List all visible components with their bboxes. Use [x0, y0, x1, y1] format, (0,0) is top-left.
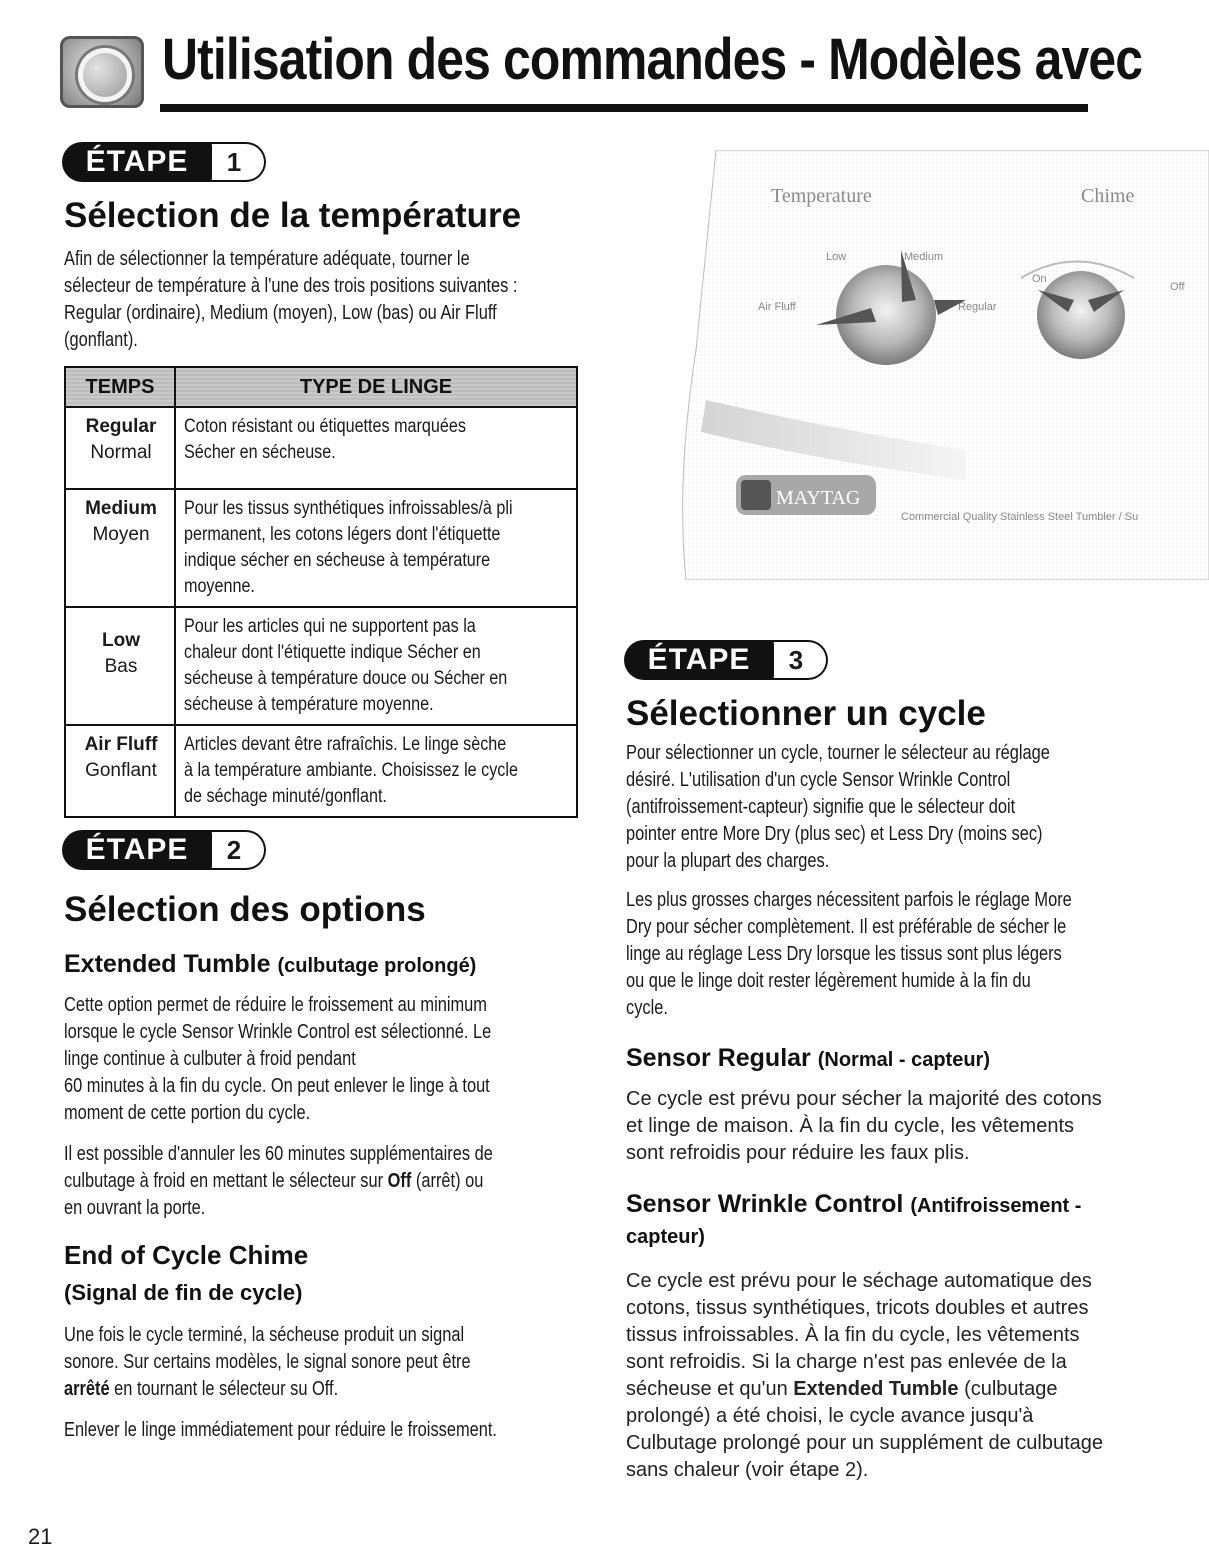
- temp-cell: [65, 725, 175, 817]
- fabric-cell: [175, 725, 577, 817]
- step-3-text: [626, 740, 1209, 1022]
- text-run: en tournant le sélecteur su Off.: [114, 1378, 339, 1400]
- para-line: prolongé) a été choisi, le cycle avance jusqu'à: [626, 1405, 1034, 1427]
- para-line: Culbutage prolongé pour un supplément de culbutage: [626, 1432, 1104, 1454]
- temperature-table: [64, 366, 578, 818]
- step-number: 1: [194, 142, 266, 182]
- page-title: Utilisation des commandes - Modèles avec: [162, 27, 1143, 92]
- chime-heading: End of Cycle Chime: [64, 1240, 309, 1270]
- fabric-line: Pour les tissus synthétiques infroissables/à pli: [184, 498, 513, 519]
- fabric-cell: [175, 407, 577, 489]
- temp-sub: Bas: [104, 656, 138, 677]
- sensor-regular-text: [626, 1086, 1186, 1167]
- wrinkle-title-sub: (Antifroissement -: [910, 1195, 1082, 1217]
- temp-name: Regular: [85, 416, 157, 437]
- panel-low-label: Low: [826, 251, 847, 263]
- panel-tagline: Commercial Quality Stainless Steel Tumbler / Su: [901, 511, 1139, 523]
- chime-text: [64, 1322, 684, 1444]
- panel-off-label: Off: [1170, 281, 1185, 293]
- intro-line: sélecteur de température à l'une des trois positions suivantes :: [64, 275, 518, 297]
- para-line: Ce cycle est prévu pour le séchage automatique des: [626, 1270, 1092, 1292]
- para-line: Pour sélectionner un cycle, tourner le sélecteur au réglage: [626, 742, 1050, 764]
- extended-tumble-bold: Extended Tumble: [793, 1378, 959, 1400]
- para-line: pour la plupart des charges.: [626, 850, 830, 872]
- panel-temperature-label: Temperature: [771, 185, 872, 207]
- para-line: linge continue à culbuter à froid pendant: [64, 1048, 356, 1070]
- step-1-intro: [64, 246, 704, 354]
- fabric-line: indique sécher en sécheuse à température: [184, 550, 491, 571]
- para-line: ou que le linge doit rester légèrement humide à la fin du: [626, 970, 1031, 992]
- text-run: culbutage à froid en mettant le sélecteur sur: [64, 1170, 384, 1192]
- temp-sub: Moyen: [92, 524, 150, 545]
- fabric-line: sécheuse à température moyenne.: [184, 694, 434, 715]
- off-bold: Off: [387, 1170, 412, 1192]
- panel-on-label: On: [1032, 273, 1047, 285]
- temp-cell: [65, 607, 175, 725]
- para-line: sont refroidis pour réduire les faux plis.: [626, 1142, 970, 1164]
- intro-line: Regular (ordinaire), Medium (moyen), Low (bas) ou Air Fluff: [64, 302, 497, 324]
- step-number: 3: [756, 640, 828, 680]
- para-line: Cette option permet de réduire le froissement au minimum: [64, 994, 487, 1016]
- panel-brand: MAYTAG: [776, 487, 861, 509]
- sensor-wrinkle-text: [626, 1268, 1186, 1484]
- col-header-temps: TEMPS: [65, 367, 175, 407]
- maytag-logo-icon: [741, 480, 771, 510]
- regular-title-sub: (Normal - capteur): [817, 1049, 990, 1071]
- dial-icon: [60, 36, 144, 108]
- extended-title-sub: (culbutage prolongé): [277, 955, 477, 977]
- step-3-heading: Sélectionner un cycle: [626, 694, 986, 733]
- stop-bold: arrêté: [64, 1378, 110, 1400]
- fabric-line: chaleur dont l'étiquette indique Sécher en: [184, 642, 481, 663]
- para-line: Ce cycle est prévu pour sécher la majorité des cotons: [626, 1088, 1102, 1110]
- para-line: et linge de maison. À la fin du cycle, les vêtements: [626, 1115, 1075, 1137]
- text-run: sécheuse et qu'un: [626, 1378, 788, 1400]
- step-3-badge: [624, 640, 834, 680]
- para-line: désiré. L'utilisation d'un cycle Sensor Wrinkle Control: [626, 769, 1011, 791]
- temp-name: Air Fluff: [84, 734, 158, 755]
- para-line: sonore. Sur certains modèles, le signal sonore peut être: [64, 1351, 471, 1373]
- para-line: [64, 1376, 572, 1403]
- text-run: (culbutage: [964, 1378, 1058, 1400]
- fabric-line: Pour les articles qui ne supportent pas la: [184, 616, 476, 637]
- para-line: lorsque le cycle Sensor Wrinkle Control est sélectionné. Le: [64, 1021, 492, 1043]
- para-line: Une fois le cycle terminé, la sécheuse produit un signal: [64, 1324, 465, 1346]
- intro-line: Afin de sélectionner la température adéquate, tourner le: [64, 248, 470, 270]
- para-line: cotons, tissus synthétiques, tricots doubles et autres: [626, 1297, 1089, 1319]
- panel-chime-label: Chime: [1081, 185, 1135, 207]
- fabric-line: Articles devant être rafraîchis. Le linge sèche: [184, 734, 507, 755]
- sensor-regular-heading: [626, 1044, 990, 1073]
- temp-sub: Normal: [90, 442, 152, 463]
- table-row: [65, 607, 577, 725]
- step-2-badge: [62, 830, 272, 870]
- fabric-line: Sécher en sécheuse.: [184, 442, 336, 463]
- title-rule: [160, 104, 1088, 112]
- fabric-line: permanent, les cotons légers dont l'étiquette: [184, 524, 501, 545]
- panel-airfluff-label: Air Fluff: [758, 301, 796, 313]
- table-row: [65, 725, 577, 817]
- panel-medium-label: Medium: [904, 251, 944, 263]
- fabric-line: Coton résistant ou étiquettes marquées: [184, 416, 466, 437]
- chime-knob: [1037, 271, 1125, 359]
- para-line: Enlever le linge immédiatement pour réduire le froissement.: [64, 1419, 497, 1441]
- col-header-type: TYPE DE LINGE: [175, 367, 577, 407]
- wrinkle-title: Sensor Wrinkle Control: [626, 1190, 904, 1218]
- extended-tumble-text: [64, 992, 684, 1222]
- para-line: pointer entre More Dry (plus sec) et Less Dry (moins sec): [626, 823, 1043, 845]
- temp-name: Low: [102, 630, 140, 651]
- para-line: Dry pour sécher complètement. Il est préférable de sécher le: [626, 916, 1067, 938]
- fabric-line: de séchage minuté/gonflant.: [184, 786, 387, 807]
- sensor-wrinkle-heading-cont: capteur): [626, 1226, 705, 1248]
- para-line: [626, 1376, 1186, 1403]
- fabric-line: moyenne.: [184, 576, 255, 597]
- para-line: 60 minutes à la fin du cycle. On peut enlever le linge à tout: [64, 1075, 490, 1097]
- para-line: sans chaleur (voir étape 2).: [626, 1459, 869, 1481]
- regular-title: Sensor Regular: [626, 1044, 811, 1072]
- fabric-line: sécheuse à température douce ou Sécher en: [184, 668, 508, 689]
- table-header-row: [65, 367, 577, 407]
- temp-sub: Gonflant: [85, 760, 157, 781]
- table-row: [65, 489, 577, 607]
- fabric-line: à la température ambiante. Choisissez le cycle: [184, 760, 518, 781]
- step-1-heading: Sélection de la température: [64, 196, 522, 235]
- text-run: (arrêt) ou: [415, 1170, 484, 1192]
- temp-cell: [65, 407, 175, 489]
- para-line: tissus infroissables. À la fin du cycle, les vêtements: [626, 1324, 1080, 1346]
- page-number: 21: [28, 1524, 53, 1549]
- sensor-wrinkle-heading: [626, 1190, 1081, 1219]
- fabric-cell: [175, 607, 577, 725]
- para-line: (antifroissement-capteur) signifie que le sélecteur doit: [626, 796, 1016, 818]
- para-line: moment de cette portion du cycle.: [64, 1102, 311, 1124]
- step-number: 2: [194, 830, 266, 870]
- step-1-badge: [62, 142, 272, 182]
- control-panel-illustration: [676, 150, 1209, 580]
- step-2-heading: Sélection des options: [64, 890, 426, 929]
- para-line: Les plus grosses charges nécessitent parfois le réglage More: [626, 889, 1072, 911]
- table-row: [65, 407, 577, 489]
- para-line: [64, 1168, 572, 1195]
- para-line: sont refroidis. Si la charge n'est pas enlevée de la: [626, 1351, 1067, 1373]
- chime-subheading: (Signal de fin de cycle): [64, 1280, 303, 1305]
- extended-title: Extended Tumble: [64, 950, 271, 978]
- para-line: Il est possible d'annuler les 60 minutes supplémentaires de: [64, 1143, 493, 1165]
- step-label: ÉTAPE: [624, 640, 774, 680]
- extended-tumble-heading: [64, 950, 476, 979]
- para-line: cycle.: [626, 997, 668, 1019]
- para-line: en ouvrant la porte.: [64, 1197, 206, 1219]
- step-label: ÉTAPE: [62, 830, 212, 870]
- panel-regular-label: Regular: [958, 301, 997, 313]
- temp-name: Medium: [85, 498, 157, 519]
- step-label: ÉTAPE: [62, 142, 212, 182]
- para-line: linge au réglage Less Dry lorsque les tissus sont plus légers: [626, 943, 1062, 965]
- fabric-cell: [175, 489, 577, 607]
- intro-line: (gonflant).: [64, 329, 138, 351]
- temp-cell: [65, 489, 175, 607]
